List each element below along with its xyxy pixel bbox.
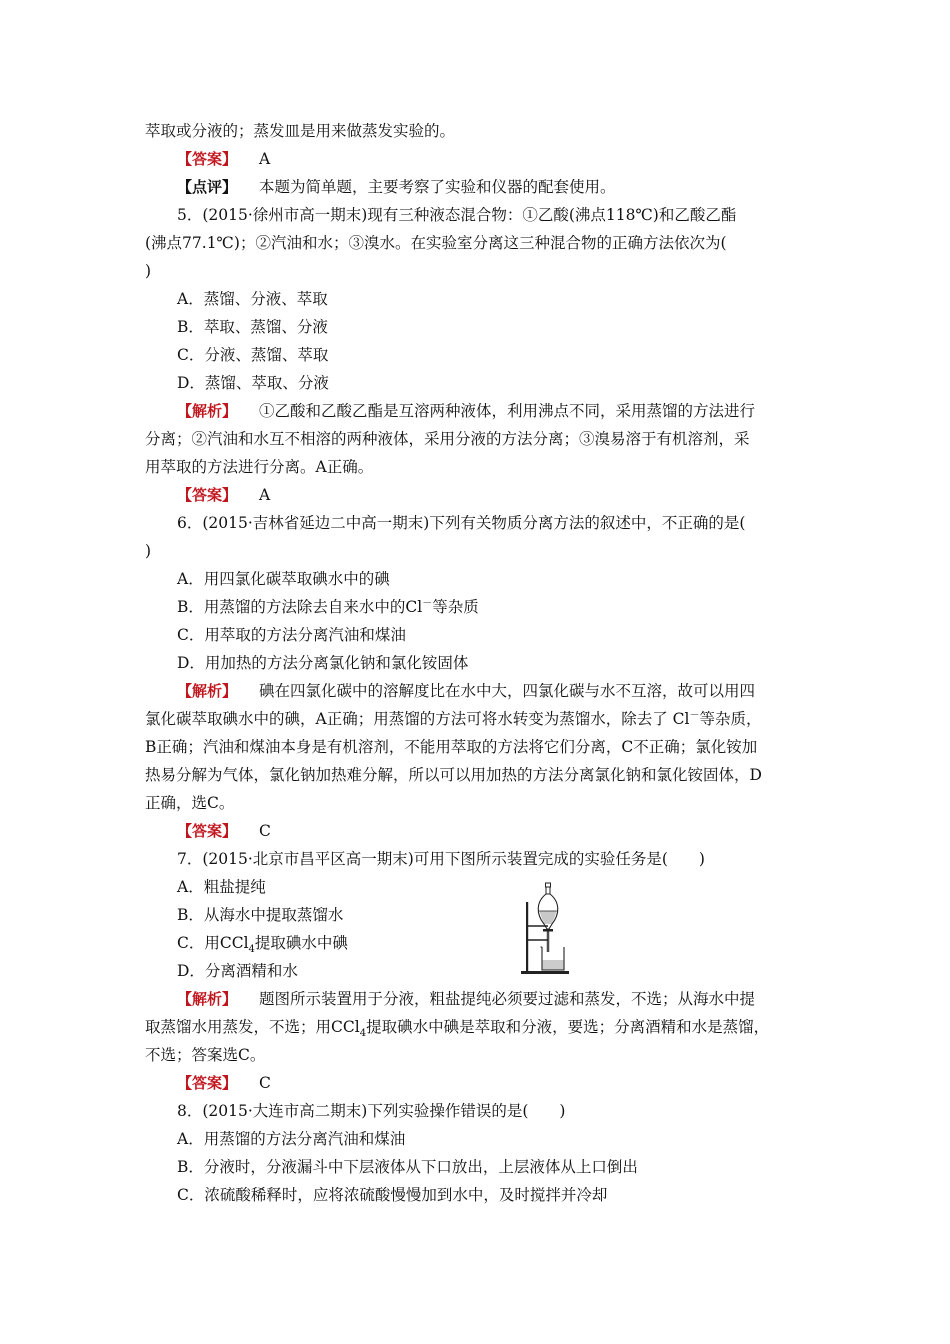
answer-line	[177, 149, 270, 169]
text-line: 萃取或分液的；蒸发皿是用来做蒸发实验的。	[145, 122, 456, 140]
question-6-option-d: D．用加热的方法分离氯化钠和氯化铵固体	[177, 654, 469, 672]
question-7-stem: 7．(2015·北京市昌平区高一期末)可用下图所示装置完成的实验任务是( )	[177, 850, 705, 868]
question-6-option-a: A．用四氯化碳萃取碘水中的碘	[177, 570, 390, 588]
answer-tag: 【答案】	[177, 822, 238, 840]
question-6-answer	[177, 821, 271, 841]
question-7-analysis	[177, 989, 755, 1009]
separatory-funnel-apparatus-image	[520, 880, 572, 975]
question-8-option-a: A．用蒸馏的方法分离汽油和煤油	[177, 1130, 406, 1148]
answer-value: A	[259, 150, 271, 168]
option-text: 提取碘水中碘	[254, 934, 348, 952]
subscript: 4	[359, 1028, 367, 1040]
question-7-option-a: A．粗盐提纯	[177, 878, 266, 896]
superscript: －	[689, 709, 700, 721]
question-7-analysis-line-3: 不选；答案选C。	[145, 1046, 266, 1064]
question-8-option-c: C．浓硫酸稀释时，应将浓硫酸慢慢加到水中，及时搅拌并冷却	[177, 1186, 608, 1204]
comment-tag: 【点评】	[177, 178, 238, 196]
answer-tag: 【答案】	[177, 486, 238, 504]
answer-value: C	[259, 1074, 271, 1092]
analysis-text: 碘在四氯化碳中的溶解度比在水中大，四氯化碳与水不互溶，故可以用四	[259, 682, 756, 700]
option-text: C．用CCl	[177, 934, 249, 952]
analysis-text: 题图所示装置用于分液，粗盐提纯必须要过滤和蒸发，不选；从海水中提	[259, 990, 756, 1008]
question-7-option-b: B．从海水中提取蒸馏水	[177, 906, 344, 924]
analysis-tag: 【解析】	[177, 402, 238, 420]
question-6-analysis	[177, 681, 755, 701]
answer-tag: 【答案】	[177, 150, 238, 168]
question-7-answer	[177, 1073, 271, 1093]
question-8-stem: 8．(2015·大连市高二期末)下列实验操作错误的是( )	[177, 1102, 566, 1120]
question-6-analysis-line-3: B正确；汽油和煤油本身是有机溶剂，不能用萃取的方法将它们分离，C不正确；氯化铵加	[145, 738, 758, 756]
question-6-analysis-line-2	[145, 709, 761, 729]
question-6-analysis-line-4: 热易分解为气体，氯化钠加热难分解，所以可以用加热的方法分离氯化钠和氯化铵固体，D	[145, 766, 762, 784]
question-5-stem: 5．(2015·徐州市高一期末)现有三种液态混合物：①乙酸(沸点118℃)和乙酸乙酯	[177, 206, 737, 224]
question-5-option-c: C．分液、蒸馏、萃取	[177, 346, 329, 364]
option-text: 等杂质	[432, 598, 479, 616]
analysis-text: 提取碘水中碘是萃取和分液，要选；分离酒精和水是蒸馏，	[366, 1018, 770, 1036]
question-6-stem-end: )	[145, 542, 152, 560]
analysis-tag: 【解析】	[177, 990, 238, 1008]
question-6-analysis-line-5: 正确，选C。	[145, 794, 235, 812]
question-5-analysis-end: 用萃取的方法进行分离。A正确。	[145, 458, 374, 476]
analysis-text: 等杂质，	[699, 710, 762, 728]
question-5-option-b: B．萃取、蒸馏、分液	[177, 318, 328, 336]
option-text: B．用蒸馏的方法除去自来水中的Cl	[177, 598, 423, 616]
question-5-analysis	[177, 401, 755, 421]
analysis-text: 取蒸馏水用蒸发，不选；用CCl	[145, 1018, 360, 1036]
analysis-text: ①乙酸和乙酸乙酯是互溶两种液体，利用沸点不同，采用蒸馏的方法进行	[259, 402, 756, 420]
analysis-text: 氯化碳萃取碘水中的碘，A正确；用蒸馏的方法可将水转变为蒸馏水，除去了 Cl	[145, 710, 690, 728]
analysis-tag: 【解析】	[177, 682, 238, 700]
question-5-analysis-cont: 分离；②汽油和水互不相溶的两种液体，采用分液的方法分离；③溴易溶于有机溶剂，采	[145, 430, 750, 448]
question-6-stem: 6．(2015·吉林省延边二中高一期末)下列有关物质分离方法的叙述中，不正确的是(	[177, 514, 746, 532]
question-7-option-c	[177, 933, 348, 956]
question-5-stem-end: )	[145, 262, 152, 280]
question-7-analysis-line-2	[145, 1017, 770, 1040]
answer-tag: 【答案】	[177, 1074, 238, 1092]
superscript: －	[422, 597, 433, 609]
question-5-answer	[177, 485, 270, 505]
question-8-option-b: B．分液时，分液漏斗中下层液体从下口放出，上层液体从上口倒出	[177, 1158, 638, 1176]
answer-value: C	[259, 822, 271, 840]
question-6-option-b	[177, 597, 479, 617]
comment-text: 本题为简单题，主要考察了实验和仪器的配套使用。	[259, 178, 616, 196]
answer-value: A	[259, 486, 271, 504]
question-6-option-c: C．用萃取的方法分离汽油和煤油	[177, 626, 406, 644]
subscript: 4	[248, 944, 255, 956]
comment-line	[177, 177, 616, 197]
question-5-option-a: A．蒸馏、分液、萃取	[177, 290, 328, 308]
question-5-option-d: D．蒸馏、萃取、分液	[177, 374, 329, 392]
question-7-option-d: D．分离酒精和水	[177, 962, 298, 980]
question-5-stem-cont: (沸点77.1℃)；②汽油和水；③溴水。在实验室分离这三种混合物的正确方法依次为(	[145, 234, 727, 252]
